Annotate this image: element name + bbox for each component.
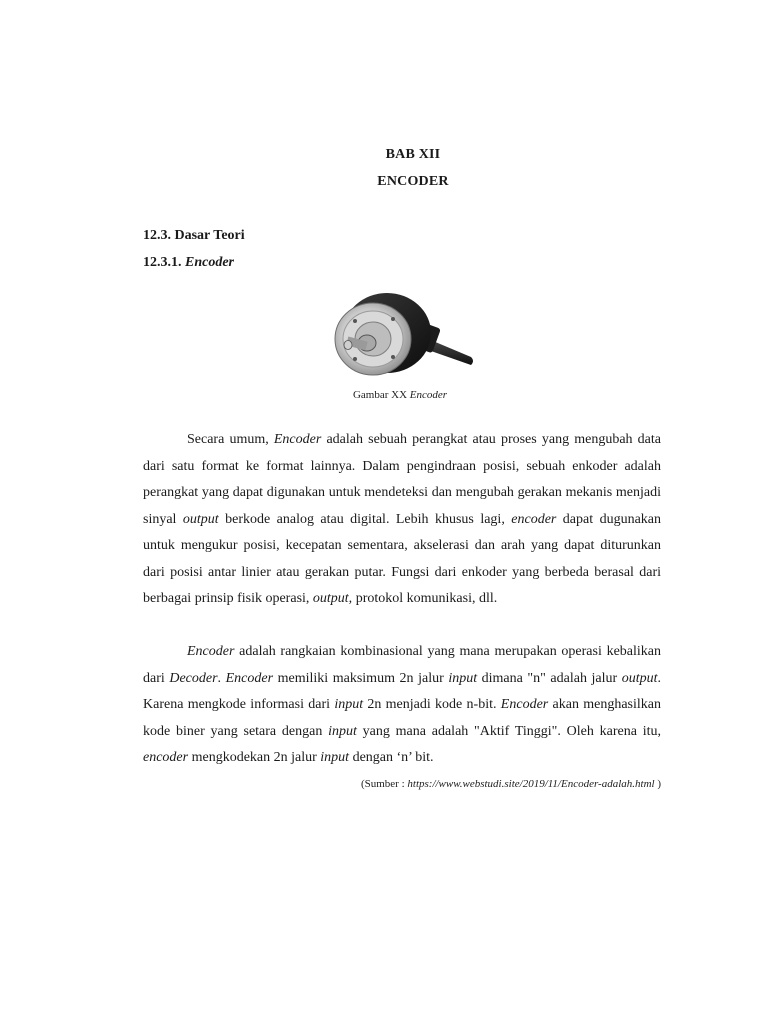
text-run: adalah rangkaian kombinasional yang mana merupakan operasi kebalikan dari bbox=[143, 644, 661, 686]
italic-term: output bbox=[182, 511, 219, 527]
text-run: 2n menjadi kode n-bit. bbox=[363, 697, 501, 712]
italic-term: input bbox=[328, 723, 357, 739]
text-run: dengan ‘n’ bit. bbox=[349, 750, 434, 765]
text-run: dapat dugunakan untuk mengukur posisi, kecepatan sementara, akselerasi dan arah yang dapat diturunkan dari posisi antar linier atau gerakan putar. Fungsi dari enkoder yang berbeda berasal dari berbagai prinsip fisik operasi, bbox=[143, 511, 661, 606]
text-run: Secara umum, bbox=[187, 432, 274, 447]
italic-term: output bbox=[621, 670, 658, 686]
italic-term: Decoder bbox=[169, 670, 218, 686]
source-citation bbox=[361, 778, 661, 790]
paragraph bbox=[143, 639, 661, 772]
italic-term: Encoder bbox=[225, 670, 274, 686]
text-run: dimana "n" adalah jalur bbox=[477, 670, 622, 686]
text-run: . bbox=[217, 670, 226, 686]
source-suffix: ) bbox=[654, 778, 661, 790]
text-run: . Karena mengkode informasi dari bbox=[143, 670, 662, 712]
italic-term: encoder bbox=[143, 750, 189, 765]
italic-term: input bbox=[334, 697, 364, 712]
subsection-number: 12.3.1. bbox=[143, 255, 182, 270]
text-run: protokol komunikasi, dll. bbox=[352, 591, 498, 606]
source-url[interactable]: https://www.webstudi.site/2019/11/Encoder-adalah.html bbox=[407, 778, 655, 790]
text-run: mengkodekan 2n jalur bbox=[188, 750, 321, 765]
italic-term: Encoder bbox=[187, 644, 235, 659]
chapter-number: BAB XII bbox=[385, 147, 441, 162]
italic-term: encoder bbox=[511, 511, 557, 527]
section-heading: 12.3. Dasar Teori bbox=[143, 228, 245, 243]
subsection-title: Encoder bbox=[185, 255, 234, 270]
text-run: akan menghasilkan kode biner yang setara dengan bbox=[143, 697, 661, 739]
italic-term: input bbox=[448, 670, 478, 686]
encoder-image bbox=[325, 281, 477, 385]
italic-term: Encoder bbox=[500, 697, 549, 712]
caption-italic: Encoder bbox=[409, 389, 448, 401]
italic-term: input bbox=[320, 750, 350, 765]
paragraph bbox=[143, 427, 661, 613]
text-run: berkode analog atau digital. Lebih khusus lagi, bbox=[218, 511, 512, 527]
figure-caption bbox=[0, 389, 768, 401]
text-run: adalah sebuah perangkat atau proses yang mengubah data dari satu format ke format lainnya. Dalam pengindraan posisi, sebuah enkoder adalah perangkat yang dapat digunakan untuk mendeteksi dan mengubah gerakan mekanis menjadi sinyal bbox=[143, 432, 661, 527]
italic-term: Encoder bbox=[273, 432, 322, 447]
rotary-encoder-icon bbox=[325, 281, 477, 385]
text-run: yang mana adalah "Aktif Tinggi". Oleh karena itu, bbox=[356, 723, 661, 739]
source-prefix: (Sumber : bbox=[360, 778, 408, 790]
text-run: memiliki maksimum 2n jalur bbox=[273, 670, 449, 686]
italic-term: output, bbox=[312, 591, 353, 606]
caption-prefix: Gambar XX bbox=[352, 389, 408, 401]
subsection-heading bbox=[143, 255, 234, 271]
chapter-title: ENCODER bbox=[377, 174, 449, 189]
